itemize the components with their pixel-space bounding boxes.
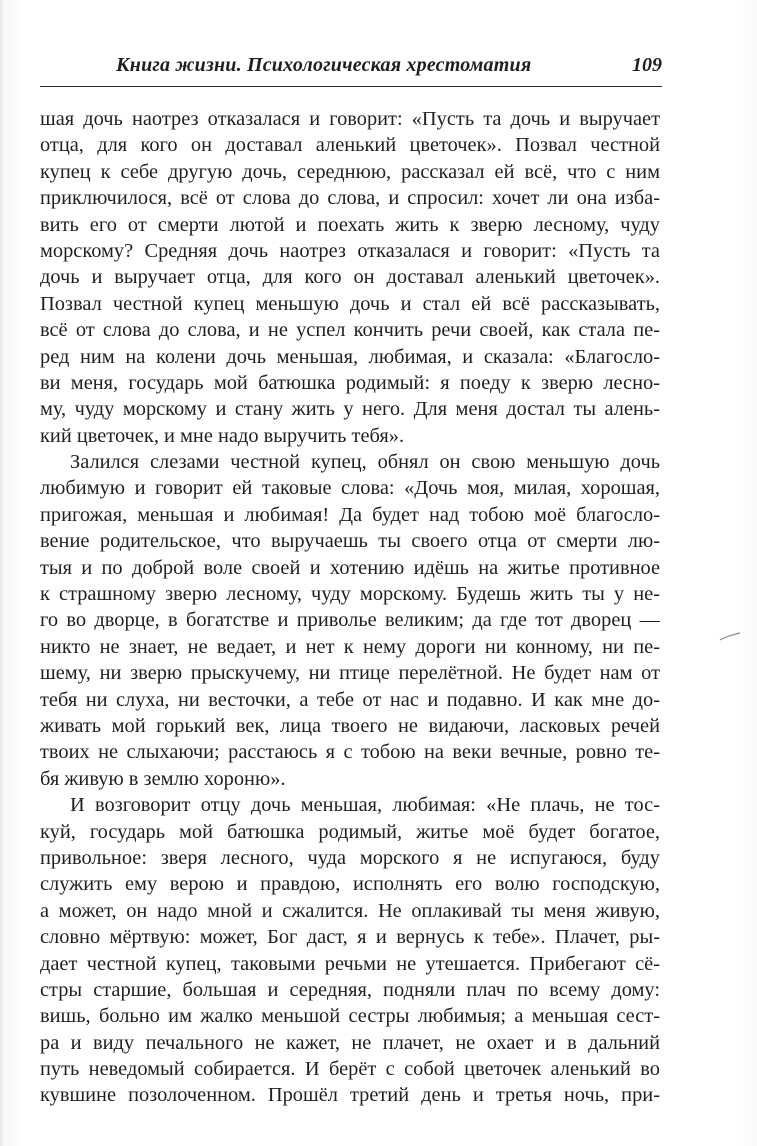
text-line: му, чуду морскому и стану жить у него. Для меня достал ты алень- (40, 398, 660, 421)
text-line: морскому? Средняя дочь наотрез отказалася и говорит: «Пусть та (40, 239, 660, 262)
text-line: шему, ни зверю прыскучему, ни птице перелётной. Не будет нам от (40, 662, 660, 685)
text-line: вение родительское, что выручаешь ты своего отца от смерти лю- (40, 530, 660, 553)
paragraph-first-line: Залился слезами честной купец, обнял он свою меньшую дочь (70, 451, 660, 474)
paragraph-first-line: И возговорит отцу дочь меньшая, любимая: «Не плачь, не тос- (70, 794, 660, 817)
text-line: любимую и говорит ей таковые слова: «Дочь моя, милая, хорошая, (40, 477, 660, 500)
body-text (40, 106, 660, 1109)
text-line: словно мёртвую: может, Бог даст, я и вернусь к тебе». Плачет, ры- (40, 926, 660, 949)
text-line: шая дочь наотрез отказалася и говорит: «Пусть та дочь и выручает (40, 108, 660, 130)
text-line: живать мой горький век, лица твоего не видаючи, ласковых речей (40, 714, 660, 737)
text-line: служить ему верою и правдою, исполнять его волю господскую, (40, 873, 660, 896)
text-line: ви меня, государь мой батюшка родимый: я поеду к зверю лесно- (40, 371, 660, 394)
text-line: вишь, больно им жалко меньшой сестры любимыя; а меньшая сест- (40, 1005, 660, 1028)
text-line: привольное: зверя лесного, чуда морского я не испугаюся, буду (40, 846, 660, 869)
text-line: всё от слова до слова, и не успел кончить речи своей, как стала пе- (40, 319, 660, 342)
text-line: стры старшие, большая и середняя, подняли плач по всему дому: (40, 978, 660, 1001)
text-line: приключилося, всё от слова до слова, и спросил: хочет ли она изба- (40, 187, 660, 210)
header-rule (40, 86, 662, 87)
text-line: путь неведомый собирается. И берёт с собой цветочек аленький во (40, 1058, 660, 1081)
margin-pen-mark (719, 632, 741, 642)
text-line: к страшному зверю лесному, чуду морскому. Будешь жить ты у не- (40, 583, 660, 606)
text-line: тебя ни слуха, ни весточки, а тебе от нас и подавно. И как мне до- (40, 688, 660, 711)
text-line: кувшине позолоченном. Прошёл третий день и третья ночь, при- (40, 1084, 660, 1107)
paragraph-end-line: кий цветочек, и мне надо выручить тебя». (40, 424, 405, 447)
text-line: никто не знает, не ведает, и нет к нему дороги ни конному, ни пе- (40, 635, 660, 658)
text-line: дает честной купец, таковыми речьми не утешается. Прибегают сё- (40, 952, 660, 975)
text-line: ра и виду печального не кажет, не плачет, не охает и в дальний (40, 1031, 660, 1054)
text-line: ред ним на колени дочь меньшая, любимая, и сказала: «Благосло- (40, 345, 660, 368)
text-line: тыя и по доброй воле своей и хотению идёшь на житье противное (40, 556, 660, 579)
text-line: купец к себе другую дочь, середнюю, рассказал ей всё, что с ним (40, 160, 660, 183)
text-line: куй, государь мой батюшка родимый, житье моё будет богатое, (40, 820, 660, 843)
page-number: 109 (632, 54, 662, 76)
text-line: Позвал честной купец меньшую дочь и стал ей всё рассказывать, (40, 292, 660, 315)
text-line: твоих не слыхаючи; расстаюсь я с тобою на веки вечные, ровно те- (40, 741, 660, 764)
paragraph-end-line: бя живую в землю хороню». (40, 767, 286, 790)
text-line: го во дворце, в богатстве и приволье великим; да где тот дворец — (40, 609, 660, 632)
running-head (40, 54, 662, 84)
text-line: вить его от смерти лютой и поехать жить к зверю лесному, чуду (40, 213, 660, 236)
scan-shadow-edge (0, 0, 6, 1146)
running-title: Книга жизни. Психологическая хрестоматия (116, 54, 532, 76)
text-line: дочь и выручает отца, для кого он доставал аленький цветочек». (40, 266, 660, 289)
text-line: пригожая, меньшая и любимая! Да будет над тобою моё благосло- (40, 503, 660, 526)
text-line: а может, он надо мной и сжалится. Не оплакивай ты меня живую, (40, 899, 660, 922)
text-line: отца, для кого он доставал аленький цветочек». Позвал честной (40, 134, 660, 157)
